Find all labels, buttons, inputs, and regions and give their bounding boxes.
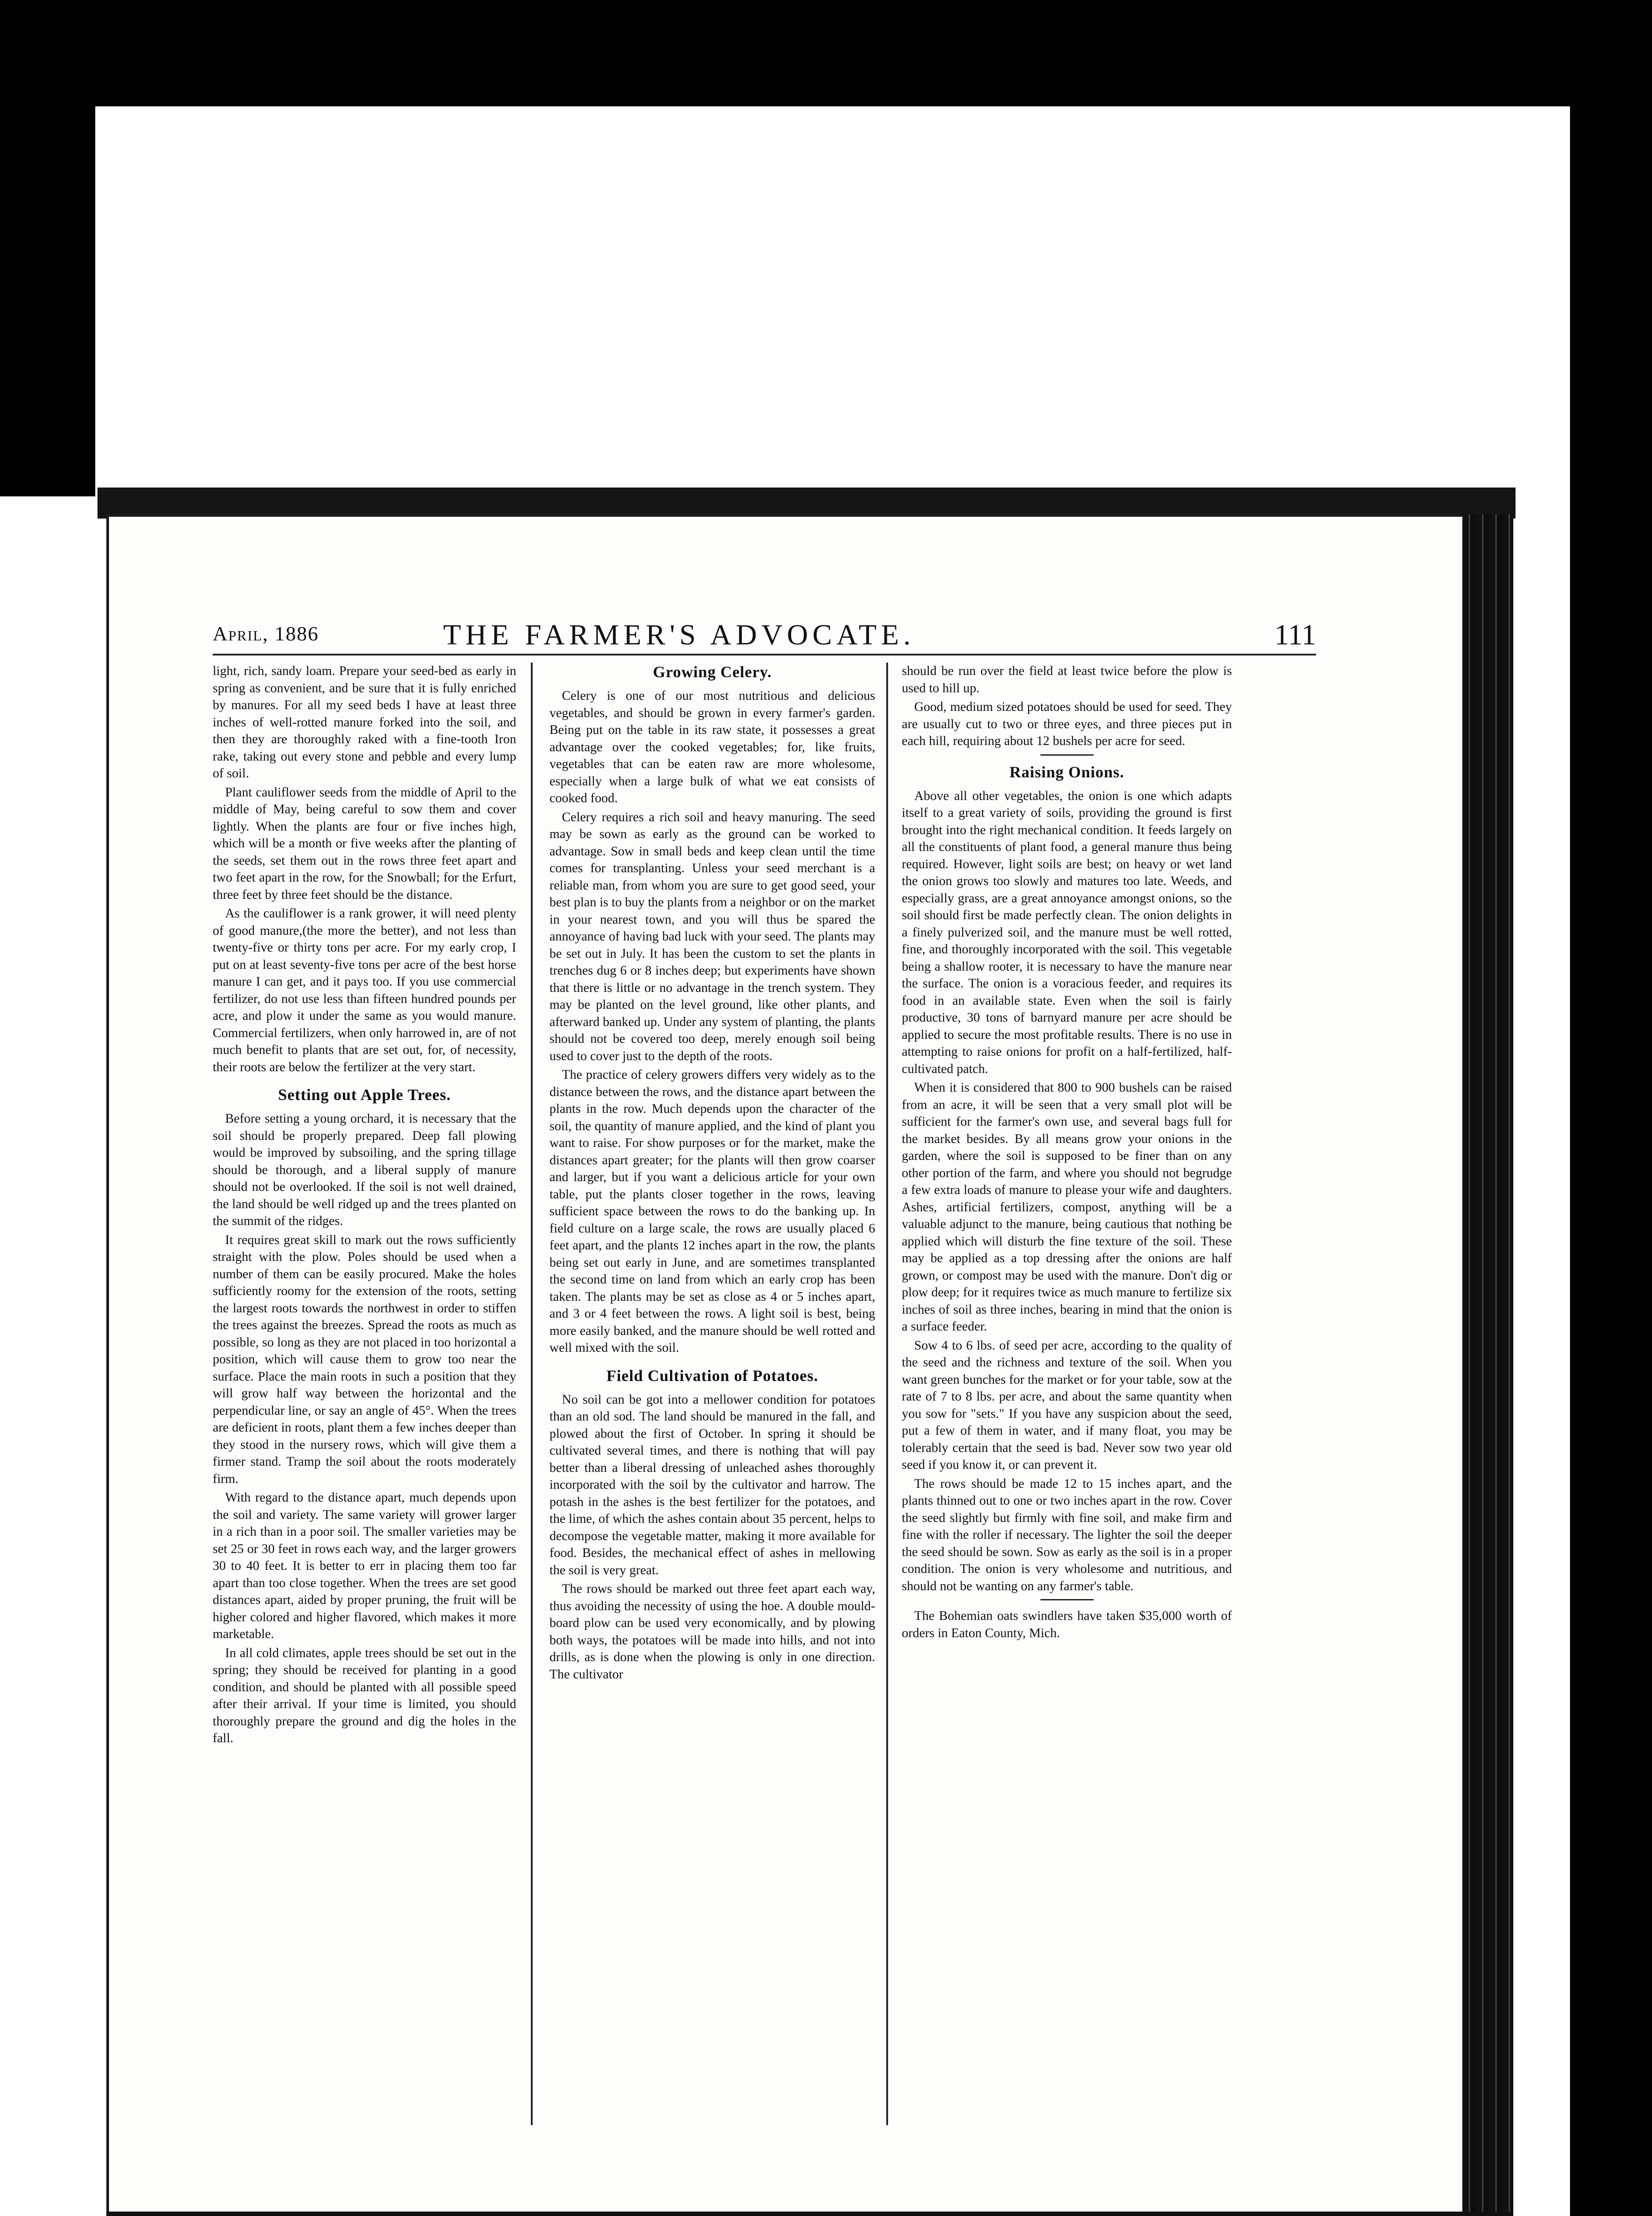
paragraph: Sow 4 to 6 lbs. of seed per acre, according to the quality of the seed and the richness and texture of the soil. When you want green bunches for the market or for your table, sow at the rate of 7 to 8 lbs. per acre, and about the same quantity when you sow for "sets." If you have any suspicion about the seed, put a few of them in water, and if many float, you may be tolerably certain that the seed is bad. Never sow two year old seed if you know it, or can prevent it. — [902, 1338, 1232, 1472]
paragraph: It requires great skill to mark out the rows sufficiently straight with the plow. Poles should be used when a number of them can be easily procured. Make the holes sufficiently roomy for the extension of the roots, setting the largest roots towards the northwest in order to stiffen the trees against the breezes. Spread the roots as much as possible, so long as they are not placed in too horizontal a position, which will cause them to grow too near the surface. Place the main roots in such a position that they will grow half way between the horizontal and the perpendicular line, or say an angle of 45°. When the trees are deficient in roots, plant them a few inches deeper than they stood in the nursery rows, which will give them a firmer stand. Tramp the soil about the roots moderately firm. — [213, 1233, 516, 1486]
page-number: 111 — [1274, 619, 1316, 651]
paragraph: Above all other vegetables, the onion is one which adapts itself to a great variety of soils, providing the ground is first brought into the right mechanical condition. It feeds largely on all the constituents of plant food, a general manure thus being required. However, light soils are best; on heavy or wet land the onion grows too slowly and matures too late. Weeds, and especially grass, are a great annoyance amongst onions, so the soil should first be made perfectly clean. The onion delights in a finely pulverized soil, and the manure must be well rotted, fine, and thoroughly incorporated with the soil. This vegetable being a shallow rooter, it is necessary to have the manure near the surface. The onion is a voracious feeder, and requires its food in an available state. Even when the soil is fairly productive, 30 tons of barnyard manure per acre should be applied to secure the most profitable results. There is no use in attempting to raise onions for profit on a half-fertilized, half-cultivated patch. — [902, 788, 1232, 1076]
section-divider — [1040, 754, 1094, 756]
column-1 — [213, 663, 516, 2130]
paragraph: With regard to the distance apart, much depends upon the soil and variety. The same variety will grower larger in a rich than in a poor soil. The smaller varieties may be set 25 or 30 feet in rows each way, and the larger growers 30 to 40 feet. It is better to err in placing them too far apart than too close together. When the trees are set good distances apart, aided by proper pruning, the fruit will be higher colored and higher flavored, which makes it more marketable. — [213, 1490, 516, 1641]
article-heading-onions: Raising Onions. — [1009, 763, 1125, 781]
paragraph: Good, medium sized potatoes should be used for seed. They are usually cut to two or three eyes, and three pieces put in each hill, requiring about 12 bushels per acre for seed. — [902, 700, 1232, 748]
masthead-title: THE FARMER'S ADVOCATE. — [443, 619, 915, 651]
column-3 — [902, 663, 1232, 2130]
book-spine — [1462, 514, 1513, 2216]
paragraph: Celery requires a rich soil and heavy manuring. The seed may be sown as early as the ground can be worked to advantage. Sow in small beds and keep clean until the time comes for transplanting. Unless your seed merchant is a reliable man, from whom you are sure to get good seed, your best plan is to buy the plants from a neighbor or on the market in your nearest town, and you will thus be spared the annoyance of having bad luck with your seed. The plants may be set out in July. It has been the custom to set the plants in trenches dug 6 or 8 inches deep; but experiments have shown that there is little or no advantage in the trench system. They may be planted on the level ground, like other plants, and afterward banked up. Under any system of planting, the plants should not be covered too deep, merely enough soil being used to cover just to the depth of the roots. — [549, 810, 875, 1063]
binding-bottom-edge — [106, 2212, 1513, 2216]
paragraph: light, rich, sandy loam. Prepare your seed-bed as early in spring as convenient, and be sure that it is fully enriched by manures. For all my seed beds I have at least three inches of well-rotted manure forked into the soil, and then they are thoroughly raked with a fine-tooth Iron rake, taking out every stone and pebble and every lump of soil. — [213, 664, 516, 780]
paragraph: In all cold climates, apple trees should be set out in the spring; they should be received for planting in a good condition, and should be planted with all possible speed after their arrival. If your time is limited, you should thoroughly prepare the ground and dig the holes in the fall. — [213, 1646, 516, 1745]
column-2 — [549, 663, 875, 2130]
column-rule — [886, 663, 888, 2125]
paragraph: The practice of celery growers differs very widely as to the distance between the rows, and the distance apart between the plants in the row. Much depends upon the character of the soil, the quantity of manure applied, and the kind of plant you want to raise. For show purposes or for the market, make the distances apart greater; for the plants will then grow coarser and larger, but if you want a delicious article for your own table, put the plants closer together in the rows, leaving sufficient space between the rows to do the banking up. In field culture on a large scale, the rows are usually placed 6 feet apart, and the plants 12 inches apart in the row, the plants being set out early in June, and are sometimes transplanted the second time on land from which an early crop has been taken. The plants may be set as close as 4 or 5 inches apart, and 3 or 4 feet between the rows. A light soil is best, being more easily banked, and the manure should be well rotted and well mixed with the soil. — [549, 1068, 875, 1355]
article-heading-apple-trees: Setting out Apple Trees. — [278, 1086, 451, 1104]
paragraph: should be run over the field at least twice before the plow is used to hill up. — [902, 664, 1232, 695]
paragraph: The rows should be marked out three feet apart each way, thus avoiding the necessity of using the hoe. A double mould-board plow can be used very economically, and by plowing both ways, the potatoes will be made into hills, and not into drills, as is done when the plowing is only in one direction. The cultivator — [549, 1582, 875, 1682]
facing-page-edge — [0, 496, 110, 2216]
paragraph: No soil can be got into a mellower condition for potatoes than an old sod. The land should be manured in the fall, and plowed about the first of October. In spring it should be cultivated several times, and there is nothing that will pay better than a liberal dressing of unleached ashes thoroughly incorporated with the soil by the cultivator and harrow. The potash in the ashes is the best fertilizer for the potatoes, and the lime, of which the ashes contain about 35 percent, helps to decompose the vegetable matter, making it more available for food. Besides, the mechanical effect of ashes in mellowing the soil is very great. — [549, 1392, 875, 1577]
paragraph: Plant cauliflower seeds from the middle of April to the middle of May, being careful to sow them and cover lightly. When the plants are four or five inches high, which will be a month or five weeks after the planting of the seeds, set them out in the rows three feet apart and two feet apart in the row, for the Snowball; for the Erfurt, three feet by three feet should be the distance. — [213, 785, 516, 902]
article-heading-potatoes: Field Cultivation of Potatoes. — [606, 1366, 818, 1385]
running-head — [213, 618, 1316, 655]
paragraph: Celery is one of our most nutritious and delicious vegetables, and should be grown in every farmer's garden. Being put on the table in its raw state, it possesses a great advantage over the cooked vegetables; for, like fruits, vegetables that can be eaten raw are more wholesome, especially when a large bulk of what we eat consists of cooked food. — [549, 689, 875, 805]
section-divider — [1040, 1599, 1094, 1600]
column-rule — [531, 663, 533, 2125]
paragraph: Before setting a young orchard, it is necessary that the soil should be properly prepared. Deep fall plowing would be improved by subsoiling, and the spring tillage should be thorough, and a liberal supply of manure should not be overlooked. If the soil is not well drained, the land should be well ridged up and the trees planted on the summit of the ridges. — [213, 1112, 516, 1228]
article-heading-celery: Growing Celery. — [653, 663, 772, 681]
paragraph: The Bohemian oats swindlers have taken $35,000 worth of orders in Eaton County, Mich. — [902, 1609, 1232, 1640]
paragraph: The rows should be made 12 to 15 inches apart, and the plants thinned out to one or two inches apart in the row. Cover the seed slightly but firmly with fine soil, and make firm and fine with the roller if necessary. The lighter the soil the deeper the seed should be sown. Sow as early as the soil is in a proper condition. The onion is very wholesome and nutritious, and should not be wanting on any farmer's table. — [902, 1476, 1232, 1593]
issue-date: April, 1886 — [213, 622, 319, 645]
paragraph: When it is considered that 800 to 900 bushels can be raised from an acre, it will be seen that a very small plot will be sufficient for the farmer's own use, and several bags full for the market besides. By all means grow your onions in the garden, where the soil is supposed to be finer than on any other portion of the farm, and where you should not begrudge a few extra loads of manure to please your wife and daughters. Ashes, artificial fertilizers, compost, anything will be a valuable adjunct to the manure, being cautious that nothing be applied which will disturb the fine texture of the soil. These may be applied as a top dressing after the onions are half grown, or compost may be used with the manure. Don't dig or plow deep; for it requires twice as much manure to fertilize six inches of soil as three inches, bearing in mind that the onion is a surface feeder. — [902, 1081, 1232, 1334]
paragraph: As the cauliflower is a rank grower, it will need plenty of good manure,(the more the better), and not less than twenty-five or thirty tons per acre. For my early crop, I put on at least seventy-five tons per acre of the best horse manure I can get, and it pays too. If you use commercial fertilizer, do not use less than fifteen hundred pounds per acre, and plow it under the same as you would manure. Commercial fertilizers, when only harrowed in, are of not much benefit to plants that are set out, for, of necessity, their roots are below the fertilizer at the very start. — [213, 906, 516, 1074]
